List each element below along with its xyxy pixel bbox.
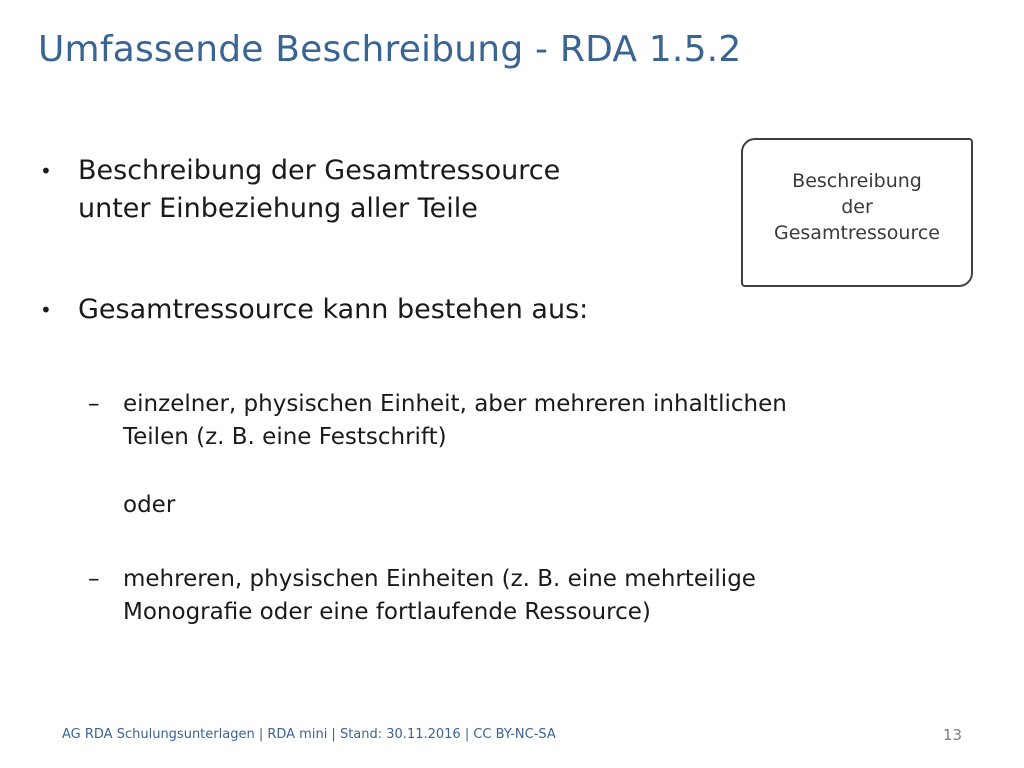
subbullet-text-line: Monografie oder eine fortlaufende Ressource) [123, 599, 651, 625]
bullet-text-line: unter Einbeziehung aller Teile [78, 193, 478, 224]
subbullet-item [88, 563, 948, 629]
concept-box-line: der [841, 196, 873, 218]
concept-box-line: Gesamtressource [774, 222, 940, 244]
bullet-item [40, 291, 740, 331]
concept-box-label [743, 168, 971, 246]
subbullet-connector [88, 489, 288, 522]
subbullet-item [88, 388, 948, 454]
bullet-item [40, 152, 690, 232]
subbullet-text-line: mehreren, physischen Einheiten (z. B. eine mehrteilige [123, 566, 756, 592]
subbullet-text-line: Teilen (z. B. eine Festschrift) [123, 424, 447, 450]
slide-title: Umfassende Beschreibung - RDA 1.5.2 [38, 29, 742, 70]
page-number: 13 [942, 726, 962, 744]
concept-box [741, 138, 973, 287]
subbullet-text-line: einzelner, physischen Einheit, aber mehreren inhaltlichen [123, 391, 787, 417]
bullet-marker: • [40, 159, 52, 183]
subbullet-marker: – [88, 566, 100, 592]
concept-box-line: Beschreibung [792, 170, 922, 192]
subbullet-marker: – [88, 391, 100, 417]
footer-text: AG RDA Schulungsunterlagen | RDA mini | Stand: 30.11.2016 | CC BY-NC-SA [62, 727, 556, 742]
bullet-text-line: Gesamtressource kann bestehen aus: [78, 294, 589, 325]
connector-text: oder [123, 492, 176, 518]
bullet-marker: • [40, 298, 52, 322]
bullet-text-line: Beschreibung der Gesamtressource [78, 155, 561, 186]
